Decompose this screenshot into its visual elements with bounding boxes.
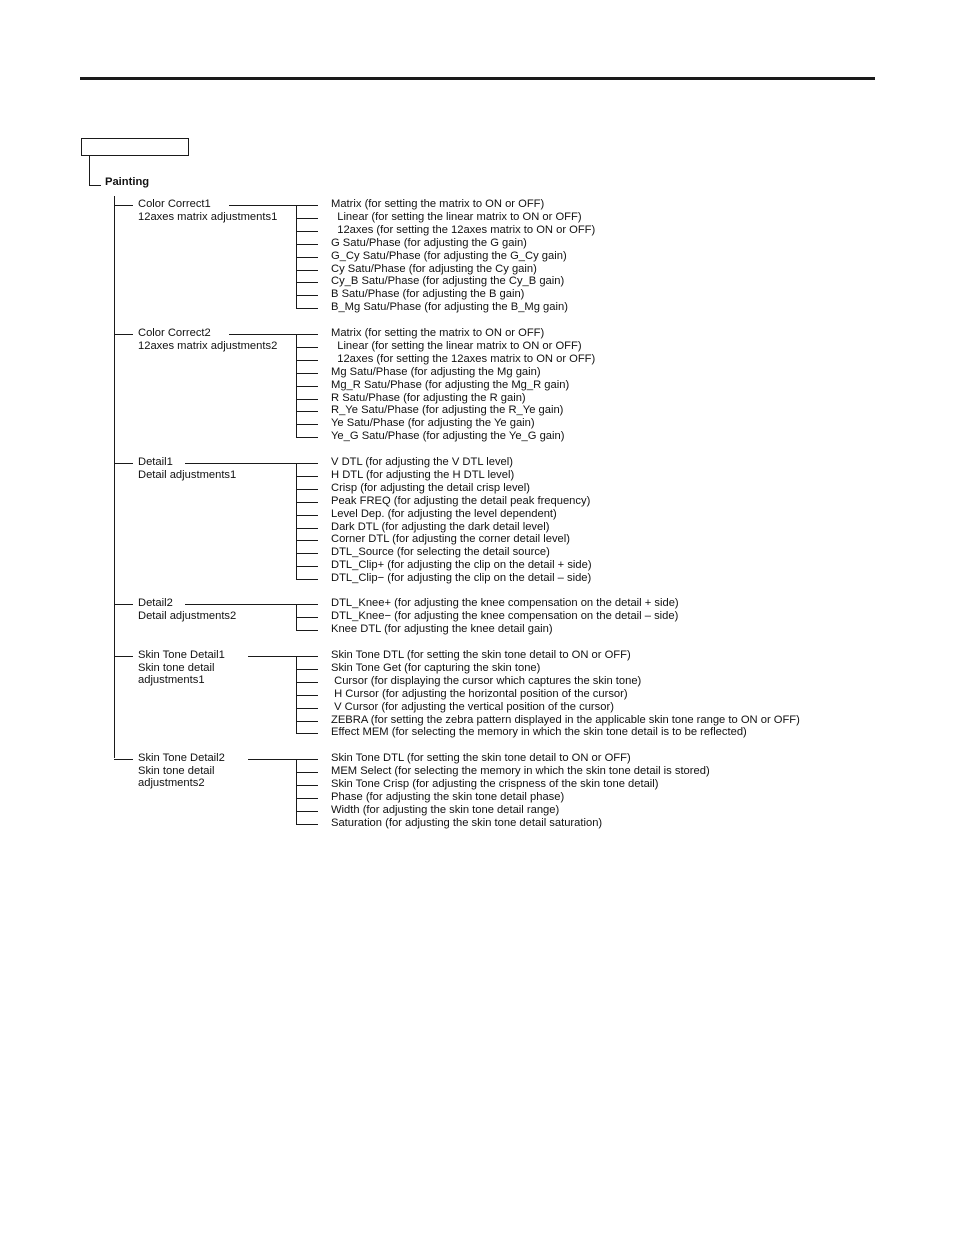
item-tick-line (296, 295, 318, 296)
menu-item: H DTL (for adjusting the H DTL level) (331, 469, 515, 481)
item-tick-line (296, 257, 318, 258)
item-tick-line (296, 772, 318, 773)
item-tick-line (296, 231, 318, 232)
menu-item: Linear (for setting the linear matrix to ON or OFF) (331, 211, 582, 223)
menu-item: Phase (for adjusting the skin tone detail phase) (331, 791, 565, 803)
header-rule (80, 77, 875, 80)
menu-item: Crisp (for adjusting the detail crisp level) (331, 482, 530, 494)
item-tick-line (296, 630, 318, 631)
menu-item: Linear (for setting the linear matrix to ON or OFF) (331, 340, 582, 352)
group-to-items-line (229, 334, 296, 335)
item-tick-line (296, 824, 318, 825)
group-description: adjustments2 (138, 777, 205, 789)
item-tick-line (296, 759, 318, 760)
group-description: adjustments1 (138, 674, 205, 686)
menu-item: DTL_Knee− (for adjusting the knee compensation on the detail – side) (331, 610, 679, 622)
group-name: Skin Tone Detail1 (138, 649, 225, 661)
group-branch-line (114, 759, 133, 760)
menu-item: Matrix (for setting the matrix to ON or OFF) (331, 327, 545, 339)
menu-item: Effect MEM (for selecting the memory in which the skin tone detail is to be reflected) (331, 726, 747, 738)
menu-item: DTL_Clip− (for adjusting the clip on the detail – side) (331, 572, 592, 584)
menu-item: Mg Satu/Phase (for adjusting the Mg gain) (331, 366, 541, 378)
item-tick-line (296, 502, 318, 503)
item-tick-line (296, 463, 318, 464)
menu-item: R_Ye Satu/Phase (for adjusting the R_Ye gain) (331, 404, 564, 416)
item-tick-line (296, 282, 318, 283)
item-tick-line (296, 656, 318, 657)
menu-item: Cy Satu/Phase (for adjusting the Cy gain) (331, 263, 537, 275)
item-tick-line (296, 695, 318, 696)
item-tick-line (296, 579, 318, 580)
menu-item: DTL_Clip+ (for adjusting the clip on the detail + side) (331, 559, 592, 571)
group-description: 12axes matrix adjustments1 (138, 211, 278, 223)
menu-item: Corner DTL (for adjusting the corner detail level) (331, 533, 570, 545)
menu-item: DTL_Knee+ (for adjusting the knee compensation on the detail + side) (331, 597, 679, 609)
group-description: Detail adjustments1 (138, 469, 237, 481)
item-tick-line (296, 553, 318, 554)
item-tick-line (296, 721, 318, 722)
menu-item: Skin Tone DTL (for setting the skin tone detail to ON or OFF) (331, 649, 631, 661)
menu-item: Cursor (for displaying the cursor which captures the skin tone) (331, 675, 642, 687)
group-name: Skin Tone Detail2 (138, 752, 225, 764)
group-to-items-line (248, 759, 296, 760)
menu-item: Width (for adjusting the skin tone detail range) (331, 804, 560, 816)
item-tick-line (296, 205, 318, 206)
group-branch-line (114, 463, 133, 464)
group-description: Detail adjustments2 (138, 610, 237, 622)
item-tick-line (296, 798, 318, 799)
item-tick-line (296, 424, 318, 425)
menu-item: B Satu/Phase (for adjusting the B gain) (331, 288, 525, 300)
menu-item: Knee DTL (for adjusting the knee detail gain) (331, 623, 553, 635)
group-description: Skin tone detail (138, 662, 215, 674)
group-name: Color Correct2 (138, 327, 211, 339)
item-tick-line (296, 708, 318, 709)
menu-item: ZEBRA (for setting the zebra pattern displayed in the applicable skin tone range to ON or OFF) (331, 714, 800, 726)
item-tick-line (296, 411, 318, 412)
menu-item: Skin Tone DTL (for setting the skin tone detail to ON or OFF) (331, 752, 631, 764)
item-tick-line (296, 604, 318, 605)
menu-item: 12axes (for setting the 12axes matrix to ON or OFF) (331, 353, 596, 365)
item-bracket-vertical (296, 759, 297, 825)
menu-item: Ye Satu/Phase (for adjusting the Ye gain) (331, 417, 535, 429)
menu-item: Cy_B Satu/Phase (for adjusting the Cy_B gain) (331, 275, 565, 287)
menu-item: H Cursor (for adjusting the horizontal position of the cursor) (331, 688, 628, 700)
group-branch-line (114, 334, 133, 335)
menu-item: Mg_R Satu/Phase (for adjusting the Mg_R gain) (331, 379, 570, 391)
item-tick-line (296, 540, 318, 541)
group-to-items-line (185, 463, 296, 464)
menu-item: Peak FREQ (for adjusting the detail peak frequency) (331, 495, 591, 507)
item-tick-line (296, 785, 318, 786)
item-tick-line (296, 373, 318, 374)
item-tick-line (296, 244, 318, 245)
menu-item: 12axes (for setting the 12axes matrix to ON or OFF) (331, 224, 596, 236)
menu-item: G Satu/Phase (for adjusting the G gain) (331, 237, 527, 249)
item-tick-line (296, 811, 318, 812)
group-name: Color Correct1 (138, 198, 211, 210)
item-tick-line (296, 669, 318, 670)
item-tick-line (296, 733, 318, 734)
group-branch-line (114, 604, 133, 605)
item-tick-line (296, 308, 318, 309)
menu-item: Saturation (for adjusting the skin tone detail saturation) (331, 817, 603, 829)
menu-item: Ye_G Satu/Phase (for adjusting the Ye_G gain) (331, 430, 565, 442)
menu-item: V Cursor (for adjusting the vertical position of the cursor) (331, 701, 614, 713)
item-tick-line (296, 270, 318, 271)
item-tick-line (296, 528, 318, 529)
menu-item: V DTL (for adjusting the V DTL level) (331, 456, 513, 468)
group-description: Skin tone detail (138, 765, 215, 777)
menu-item: MEM Select (for selecting the memory in which the skin tone detail is stored) (331, 765, 710, 777)
main-trunk-line (114, 196, 115, 758)
item-tick-line (296, 399, 318, 400)
root-connector-horizontal (89, 185, 101, 186)
painting-title: Painting (105, 176, 150, 188)
menu-item: B_Mg Satu/Phase (for adjusting the B_Mg gain) (331, 301, 568, 313)
root-connector-vertical (89, 156, 90, 186)
item-tick-line (296, 566, 318, 567)
menu-item: Matrix (for setting the matrix to ON or OFF) (331, 198, 545, 210)
item-tick-line (296, 515, 318, 516)
group-branch-line (114, 656, 133, 657)
menu-item: Skin Tone Crisp (for adjusting the crispness of the skin tone detail) (331, 778, 659, 790)
group-name: Detail1 (138, 456, 173, 468)
menu-item: G_Cy Satu/Phase (for adjusting the G_Cy gain) (331, 250, 567, 262)
group-name: Detail2 (138, 597, 173, 609)
item-tick-line (296, 617, 318, 618)
item-tick-line (296, 360, 318, 361)
item-tick-line (296, 489, 318, 490)
group-to-items-line (248, 656, 296, 657)
root-menu-box (81, 138, 189, 156)
menu-item: R Satu/Phase (for adjusting the R gain) (331, 392, 526, 404)
item-tick-line (296, 334, 318, 335)
menu-item: DTL_Source (for selecting the detail source) (331, 546, 550, 558)
group-to-items-line (229, 205, 296, 206)
menu-item: Level Dep. (for adjusting the level dependent) (331, 508, 557, 520)
item-tick-line (296, 347, 318, 348)
group-to-items-line (185, 604, 296, 605)
item-tick-line (296, 682, 318, 683)
item-tick-line (296, 476, 318, 477)
item-bracket-vertical (296, 463, 297, 580)
menu-item: Skin Tone Get (for capturing the skin tone) (331, 662, 541, 674)
item-tick-line (296, 437, 318, 438)
menu-item: Dark DTL (for adjusting the dark detail level) (331, 521, 550, 533)
item-tick-line (296, 218, 318, 219)
group-branch-line (114, 205, 133, 206)
item-tick-line (296, 386, 318, 387)
group-description: 12axes matrix adjustments2 (138, 340, 278, 352)
